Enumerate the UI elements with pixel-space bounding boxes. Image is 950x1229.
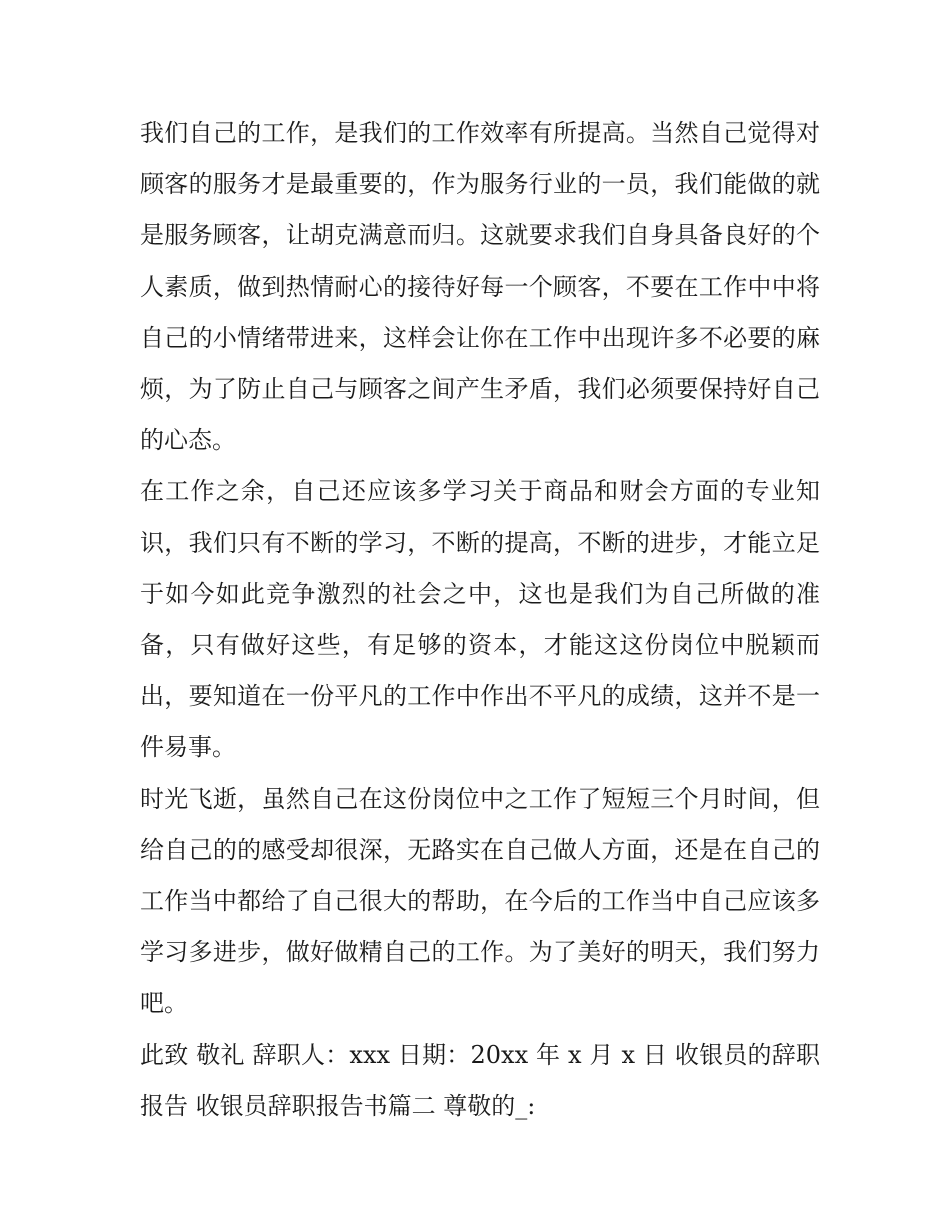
paragraph-reflection: 时光飞逝，虽然自己在这份岗位中之工作了短短三个月时间，但给自己的的感受却很深，无路实在自己做人方面，还是在自己的工作当中都给了自己很大的帮助，在今后的工作当中自己应该多学习多进步，做好做精自己的工作。为了美好的明天，我们努力吧。 <box>140 784 820 1018</box>
paragraph-closing: 此致 敬礼 辞职人：xxx 日期：20xx 年 x 月 x 日 收银员的辞职报告 收银员辞职报告书篇二 尊敬的_: <box>140 1040 820 1120</box>
paragraph-learning: 在工作之余，自己还应该多学习关于商品和财会方面的专业知识，我们只有不断的学习，不断的提高，不断的进步，才能立足于如今如此竞争激烈的社会之中，这也是我们为自己所做的准备，只有做好这些，有足够的资本，才能这这份岗位中脱颖而出，要知道在一份平凡的工作中作出不平凡的成绩，这并不是一件易事。 <box>140 477 820 762</box>
paragraph-work-attitude: 我们自己的工作，是我们的工作效率有所提高。当然自己觉得对顾客的服务才是最重要的，作为服务行业的一员，我们能做的就是服务顾客，让胡克满意而归。这就要求我们自身具备良好的个人素质，做到热情耐心的接待好每一个顾客，不要在工作中中将自己的小情绪带进来，这样会让你在工作中出现许多不必要的麻烦，为了防止自己与顾客之间产生矛盾，我们必须要保持好自己的心态。 <box>140 119 820 455</box>
document-body <box>140 108 820 1132</box>
